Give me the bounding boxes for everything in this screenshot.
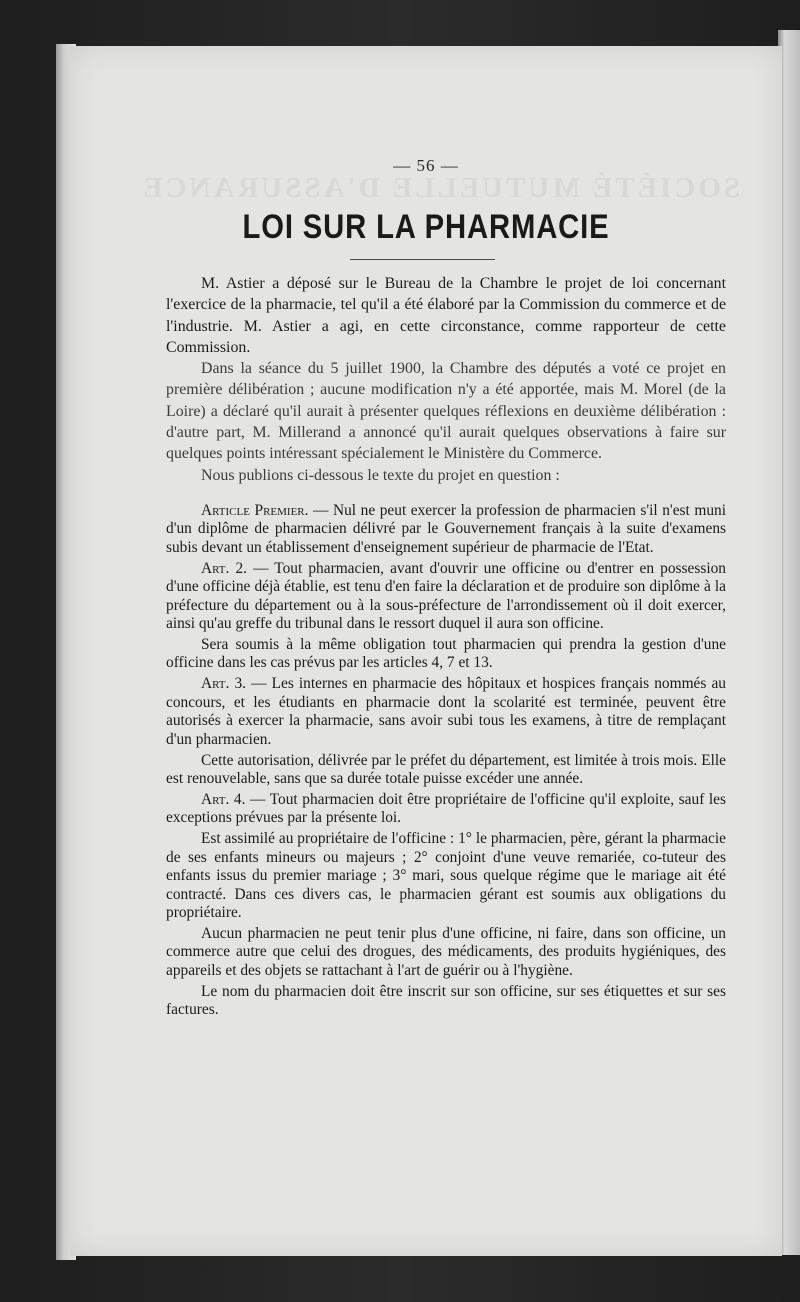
- article-text: Sera soumis à la même obligation tout pharmacien qui prendra la gestion d'une officine dans les cas prévus par les articles 4, 7 et 13.: [166, 636, 726, 672]
- page-title: LOI SUR LA PHARMACIE: [242, 208, 610, 246]
- document-body: [166, 273, 726, 1020]
- intro-paragraph: M. Astier a déposé sur le Bureau de la Chambre le projet de loi concernant l'exercice de la pharmacie, tel qu'il a été élaboré par la Commission du commerce et de l'industrie. M. Astier a agi, en cette circonstance, comme rapporteur de cette Commission.: [166, 275, 726, 356]
- article-text: Aucun pharmacien ne peut tenir plus d'une officine, ni faire, dans son officine, un commerce autre que celui des drogues, des médicaments, des produits hygiéniques, des appareils et des objets se rattachant à l'art de guérir ou à l'hygiène.: [166, 925, 726, 979]
- article-text: Cette autorisation, délivrée par le préfet du département, est limitée à trois mois. Elle est renouvelable, sans que sa durée totale puisse excéder une année.: [166, 751, 726, 788]
- article-label: Article Premier.: [201, 501, 309, 519]
- articles-section: [166, 502, 726, 1020]
- article-text: — Tout pharmacien doit être propriétaire de l'officine qu'il exploite, sauf les exceptions prévues par la présente loi.: [166, 791, 726, 827]
- article-label: Art. 4.: [201, 791, 246, 809]
- bleed-through-text: SOCIÉTÉ MUTUELLE D'ASSURANCE: [140, 172, 740, 204]
- article-paragraph: [166, 925, 726, 980]
- intro-section: [166, 273, 726, 486]
- article-2-paragraph: [166, 560, 726, 634]
- article-label: Art. 2.: [201, 559, 247, 577]
- article-text: — Tout pharmacien, avant d'ouvrir une officine ou d'entrer en possession d'une officine déjà établie, est tenu d'en faire la déclaration et de produire son diplôme à la préfecture du département ou à la sous-préfecture de l'arrondissement où il doit exercer, ainsi qu'au greffe du tribunal dans le ressort duquel il aura son officine.: [166, 559, 727, 632]
- article-paragraph: [166, 636, 726, 673]
- article-paragraph: [166, 830, 726, 922]
- article-text: — Les internes en pharmacie des hôpitaux et hospices français nommés au concours, et les étudiants en pharmacie dont la scolarité est terminée, peuvent être autorisés à exercer la pharmacie, sans avoir subi tous les examens, à titre de remplaçant d'un pharmacien.: [166, 675, 726, 748]
- article-text: — Nul ne peut exercer la profession de pharmacien s'il n'est muni d'un diplôme de pharmacien délivré par le Gouvernement français à la suite d'examens subis devant un établissement d'enseignement supérieur de pharmacie de l'Etat.: [166, 501, 727, 556]
- article-label: Art. 3.: [201, 675, 246, 693]
- article-paragraph: [166, 983, 726, 1020]
- article-3-paragraph: [166, 675, 726, 749]
- article-text: Le nom du pharmacien doit être inscrit sur son officine, sur ses étiquettes et sur ses factures.: [166, 982, 726, 1019]
- article-1-paragraph: [166, 502, 726, 557]
- article-text: Est assimilé au propriétaire de l'officine : 1° le pharmacien, père, gérant la pharmacie de ses enfants mineurs ou majeurs ; 2° conjoint d'une veuve remariée, co-tuteur des enfants issus du premier mariage ; 3° mari, sous quelque régime que le mariage ait été contracté. Dans ces divers cas, le pharmacien gérant est soumis aux obligations du propriétaire.: [166, 830, 726, 922]
- title-rule: [350, 259, 495, 260]
- page-number: — 56 —: [393, 156, 459, 175]
- intro-paragraph: Dans la séance du 5 juillet 1900, la Chambre des députés a voté ce projet en première délibération ; aucune modification n'y a été apportée, mais M. Morel (de la Loire) a déclaré qu'il aurait à présenter quelques réflexions en deuxième délibération : d'autre part, M. Millerand a annoncé qu'il aurait quelques observations à faire sur quelques points intéressant spécialement le Ministère du Commerce.: [166, 360, 726, 463]
- article-paragraph: [166, 752, 726, 789]
- intro-paragraph: Nous publions ci-dessous le texte du projet en question :: [201, 466, 560, 484]
- article-4-paragraph: [166, 791, 726, 828]
